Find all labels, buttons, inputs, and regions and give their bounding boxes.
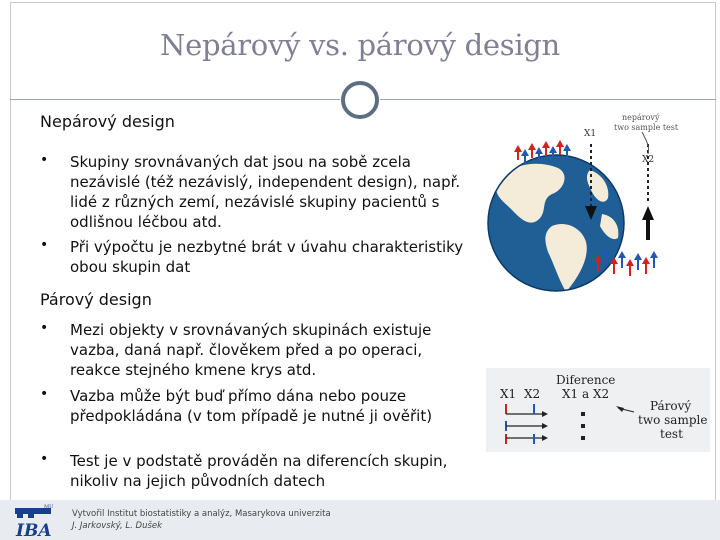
fig1-label-x1: X1 xyxy=(584,129,597,139)
footer-bar xyxy=(0,500,720,540)
logo-small-text: MU xyxy=(44,504,54,510)
fig2-label-x2: X2 xyxy=(524,387,541,401)
fig1-caption-line1: nepárový xyxy=(622,113,660,122)
slide-title: Nepárový vs. párový design xyxy=(160,28,560,62)
bullet-marker: • xyxy=(40,451,49,467)
iba-logo-icon xyxy=(14,502,54,540)
fig2-label-x1: X1 xyxy=(500,387,517,401)
bullet-marker: • xyxy=(40,237,49,253)
fig2-test-line3: test xyxy=(660,427,683,441)
footer-credit-institute: Vytvořil Institut biostatistiky a analýz, Masarykova univerzita xyxy=(72,509,331,519)
fig1-caption-line2: two sample test xyxy=(614,123,679,132)
fig2-diff-line1: Diference xyxy=(556,373,616,387)
bullet-text: Test je v podstatě prováděn na diferencích skupin, nikoliv na jejich původních datech xyxy=(70,452,448,490)
paired-design-figure xyxy=(486,368,710,452)
fig1-label-x2: X2 xyxy=(642,155,655,165)
bullet-marker: • xyxy=(40,386,49,402)
fig2-diff-line2: X1 a X2 xyxy=(562,387,610,401)
section-heading-paired: Párový design xyxy=(40,290,152,309)
bullet-text: Při výpočtu je nezbytné brát v úvahu charakteristiky obou skupin dat xyxy=(70,238,464,276)
bullet-marker: • xyxy=(40,320,49,336)
bullet-text: Vazba může být buď přímo dána nebo pouze předpokládána (v tom případě je nutné ji ověřit) xyxy=(70,387,433,425)
fig2-test-line2: two sample xyxy=(638,413,708,427)
fig2-test-line1: Párový xyxy=(650,399,692,413)
title-rule-left xyxy=(10,99,340,100)
title-circle-ornament xyxy=(341,81,379,119)
unpaired-design-figure xyxy=(478,108,710,303)
section-heading-unpaired: Nepárový design xyxy=(40,112,175,131)
bullet-text: Mezi objekty v srovnávaných skupinách existuje vazba, daná např. člověkem před a po operaci, reakce stejného kmene krys atd. xyxy=(70,321,432,379)
bullet-text: Skupiny srovnávaných dat jsou na sobě zcela nezávislé (též nezávislý, independent design), např. lidé z různých zemí, nezávislé skupiny pacientů s odlišnou léčbou atd. xyxy=(70,153,461,231)
logo-text: IBA xyxy=(16,521,52,540)
bullet-marker: • xyxy=(40,152,49,168)
footer-credit-authors: J. Jarkovský, L. Dušek xyxy=(72,521,163,531)
title-rule-right xyxy=(380,99,716,100)
